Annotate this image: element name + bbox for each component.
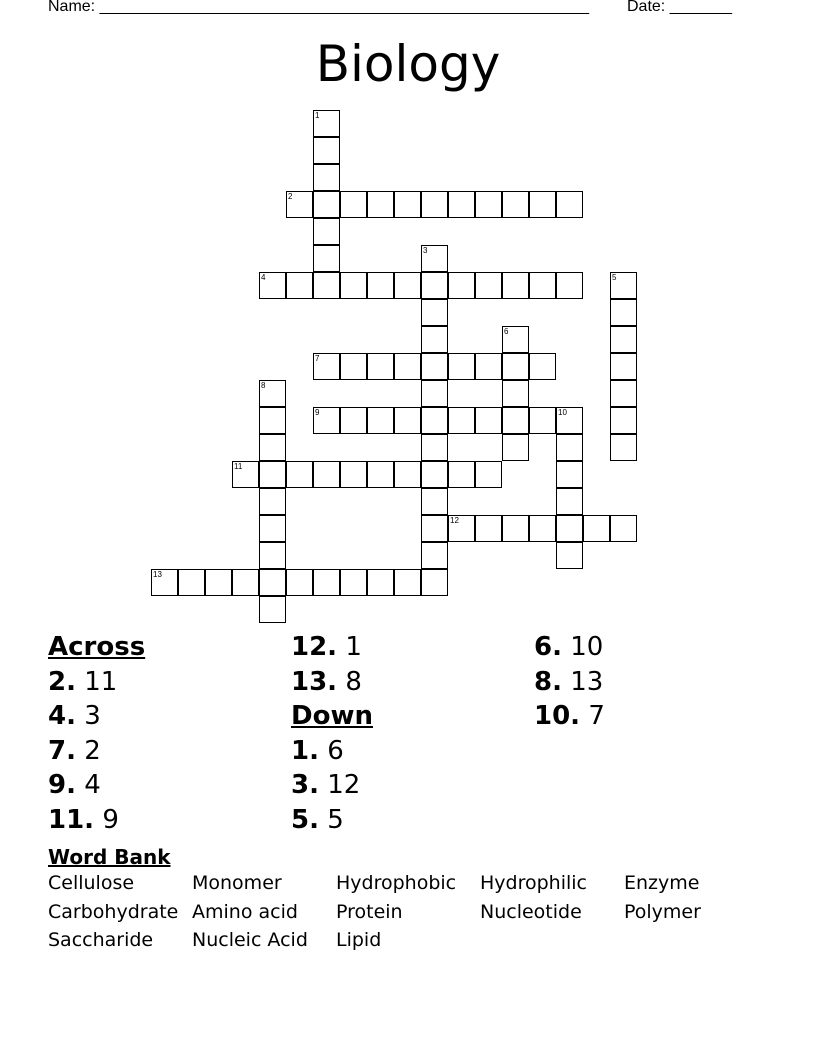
grid-cell[interactable] xyxy=(313,245,340,272)
grid-cell[interactable] xyxy=(529,191,556,218)
grid-cell[interactable] xyxy=(448,407,475,434)
grid-cell[interactable] xyxy=(232,461,259,488)
clue-item xyxy=(48,768,288,803)
grid-cell[interactable] xyxy=(286,272,313,299)
clue-item xyxy=(291,665,531,700)
clue-text: 13 xyxy=(561,666,604,697)
grid-cell[interactable] xyxy=(340,353,367,380)
grid-cell[interactable] xyxy=(448,353,475,380)
clue-item xyxy=(534,665,774,700)
clue-text: 10 xyxy=(561,632,604,662)
grid-cell[interactable] xyxy=(475,191,502,218)
grid-cell[interactable] xyxy=(475,515,502,542)
cell-number: 7 xyxy=(315,354,320,363)
clue-number: 1. xyxy=(291,735,319,766)
grid-cell[interactable] xyxy=(421,407,448,434)
clue-text: 5 xyxy=(318,804,344,835)
grid-cell[interactable] xyxy=(421,191,448,218)
grid-cell[interactable] xyxy=(313,110,340,137)
grid-cell[interactable] xyxy=(610,299,637,326)
clue-text: 2 xyxy=(75,735,101,766)
grid-cell[interactable] xyxy=(232,569,259,596)
grid-cell[interactable] xyxy=(259,461,286,488)
cell-number: 6 xyxy=(504,327,509,336)
grid-cell[interactable] xyxy=(502,191,529,218)
grid-cell[interactable] xyxy=(367,272,394,299)
clue-text: 8 xyxy=(337,666,362,697)
grid-cell[interactable] xyxy=(313,218,340,245)
word-bank-item: Amino acid xyxy=(192,900,298,923)
grid-cell[interactable] xyxy=(340,407,367,434)
grid-cell[interactable] xyxy=(313,164,340,191)
grid-cell[interactable] xyxy=(259,380,286,407)
grid-cell[interactable] xyxy=(556,542,583,569)
grid-cell[interactable] xyxy=(421,245,448,272)
word-bank-item: Polymer xyxy=(624,900,701,923)
grid-cell[interactable] xyxy=(259,569,286,596)
clue-number: 13. xyxy=(291,666,338,697)
word-bank-item: Saccharide xyxy=(48,929,154,951)
grid-cell[interactable] xyxy=(610,407,637,434)
grid-cell[interactable] xyxy=(259,434,286,461)
grid-cell[interactable] xyxy=(367,353,394,380)
cell-number: 9 xyxy=(315,408,320,417)
clue-item xyxy=(48,665,288,700)
grid-cell[interactable] xyxy=(610,272,637,299)
grid-cell[interactable] xyxy=(394,272,421,299)
grid-cell[interactable] xyxy=(205,569,232,596)
grid-cell[interactable] xyxy=(502,434,529,461)
cell-number: 2 xyxy=(288,192,293,201)
clue-item xyxy=(291,803,531,838)
cell-number: 12 xyxy=(450,516,459,525)
clue-column-1 xyxy=(48,630,288,837)
grid-cell[interactable] xyxy=(610,515,637,542)
grid-cell[interactable] xyxy=(556,488,583,515)
clue-number: 6. xyxy=(534,632,562,662)
grid-cell[interactable] xyxy=(475,272,502,299)
word-bank-title: Word Bank xyxy=(48,845,171,869)
cell-number: 8 xyxy=(261,381,266,390)
grid-cell[interactable] xyxy=(556,461,583,488)
grid-cell[interactable] xyxy=(475,407,502,434)
word-bank-item: Nucleotide xyxy=(480,900,582,923)
grid-cell[interactable] xyxy=(313,407,340,434)
grid-cell[interactable] xyxy=(421,272,448,299)
word-bank-item: Hydrophilic xyxy=(480,872,587,894)
grid-cell[interactable] xyxy=(421,488,448,515)
grid-cell[interactable] xyxy=(502,272,529,299)
grid-cell[interactable] xyxy=(421,461,448,488)
grid-cell[interactable] xyxy=(394,407,421,434)
grid-cell[interactable] xyxy=(448,461,475,488)
grid-cell[interactable] xyxy=(340,569,367,596)
clue-text: 7 xyxy=(580,701,605,731)
clue-item xyxy=(291,630,531,665)
clue-number: 7. xyxy=(48,735,76,766)
grid-cell[interactable] xyxy=(367,407,394,434)
grid-cell[interactable] xyxy=(556,191,583,218)
grid-cell[interactable] xyxy=(421,515,448,542)
clue-number: 9. xyxy=(48,770,76,800)
word-bank-item: Enzyme xyxy=(624,872,700,894)
grid-cell[interactable] xyxy=(421,353,448,380)
clue-section-heading: Down xyxy=(291,701,373,731)
grid-cell[interactable] xyxy=(529,272,556,299)
grid-cell[interactable] xyxy=(394,191,421,218)
grid-cell[interactable] xyxy=(475,353,502,380)
word-bank xyxy=(48,872,768,958)
clue-text: 9 xyxy=(94,804,119,835)
clue-number: 12. xyxy=(291,632,338,662)
grid-cell[interactable] xyxy=(421,380,448,407)
grid-cell[interactable] xyxy=(151,569,178,596)
grid-cell[interactable] xyxy=(556,272,583,299)
puzzle-title: Biology xyxy=(315,35,501,93)
grid-cell[interactable] xyxy=(259,488,286,515)
name-field-line: Name: _______________________________________________________ xyxy=(48,0,589,15)
grid-cell[interactable] xyxy=(610,380,637,407)
clue-item xyxy=(48,699,288,734)
grid-cell[interactable] xyxy=(313,569,340,596)
grid-cell[interactable] xyxy=(286,191,313,218)
grid-cell[interactable] xyxy=(421,542,448,569)
clue-number: 11. xyxy=(48,804,95,835)
clue-number: 2. xyxy=(48,666,76,697)
clue-item xyxy=(534,699,774,734)
grid-cell[interactable] xyxy=(502,515,529,542)
grid-cell[interactable] xyxy=(313,272,340,299)
clue-column-3 xyxy=(534,630,774,734)
grid-cell[interactable] xyxy=(529,353,556,380)
grid-cell[interactable] xyxy=(340,191,367,218)
clue-column-2 xyxy=(291,630,531,837)
grid-cell[interactable] xyxy=(340,461,367,488)
clue-text: 4 xyxy=(75,770,101,800)
grid-cell[interactable] xyxy=(394,461,421,488)
grid-cell[interactable] xyxy=(556,434,583,461)
word-bank-item: Carbohydrate xyxy=(48,900,179,923)
grid-cell[interactable] xyxy=(448,272,475,299)
grid-cell[interactable] xyxy=(259,542,286,569)
grid-cell[interactable] xyxy=(556,515,583,542)
clue-text: 1 xyxy=(337,632,362,662)
grid-cell[interactable] xyxy=(313,353,340,380)
grid-cell[interactable] xyxy=(421,326,448,353)
grid-cell[interactable] xyxy=(259,407,286,434)
cell-number: 5 xyxy=(612,273,617,282)
grid-cell[interactable] xyxy=(313,137,340,164)
grid-cell[interactable] xyxy=(610,434,637,461)
grid-cell[interactable] xyxy=(259,272,286,299)
grid-cell[interactable] xyxy=(394,353,421,380)
cell-number: 13 xyxy=(153,570,162,579)
cell-number: 4 xyxy=(261,273,266,282)
grid-cell[interactable] xyxy=(259,596,286,623)
grid-cell[interactable] xyxy=(529,407,556,434)
grid-cell[interactable] xyxy=(340,272,367,299)
clue-item xyxy=(534,630,774,665)
grid-cell[interactable] xyxy=(259,515,286,542)
clue-number: 4. xyxy=(48,701,76,731)
word-bank-item: Hydrophobic xyxy=(336,872,457,894)
cell-number: 10 xyxy=(558,408,567,417)
clue-item xyxy=(291,768,531,803)
grid-cell[interactable] xyxy=(367,569,394,596)
clue-item xyxy=(291,734,531,769)
grid-cell[interactable] xyxy=(502,326,529,353)
grid-cell[interactable] xyxy=(421,299,448,326)
clue-section-heading: Across xyxy=(48,632,146,662)
word-bank-item: Nucleic Acid xyxy=(192,929,308,951)
clue-item xyxy=(48,734,288,769)
grid-cell[interactable] xyxy=(583,515,610,542)
grid-cell[interactable] xyxy=(448,515,475,542)
clue-text: 3 xyxy=(75,701,101,731)
word-bank-item: Lipid xyxy=(336,929,382,951)
grid-cell[interactable] xyxy=(286,461,313,488)
grid-cell[interactable] xyxy=(610,353,637,380)
word-bank-item: Protein xyxy=(336,900,403,923)
cell-number: 3 xyxy=(423,246,428,255)
grid-cell[interactable] xyxy=(421,434,448,461)
word-bank-item: Monomer xyxy=(192,872,282,894)
clue-text: 6 xyxy=(318,735,344,766)
clue-number: 3. xyxy=(291,770,319,800)
grid-cell[interactable] xyxy=(394,569,421,596)
clue-number: 10. xyxy=(534,701,581,731)
grid-cell[interactable] xyxy=(367,191,394,218)
grid-cell[interactable] xyxy=(367,461,394,488)
word-bank-item: Cellulose xyxy=(48,872,135,894)
grid-cell[interactable] xyxy=(556,407,583,434)
grid-cell[interactable] xyxy=(475,461,502,488)
clue-item xyxy=(48,803,288,838)
clue-number: 5. xyxy=(291,804,319,835)
grid-cell[interactable] xyxy=(448,191,475,218)
grid-cell[interactable] xyxy=(502,353,529,380)
grid-cell[interactable] xyxy=(286,569,313,596)
grid-cell[interactable] xyxy=(502,380,529,407)
grid-cell[interactable] xyxy=(421,569,448,596)
grid-cell[interactable] xyxy=(313,191,340,218)
clue-text: 12 xyxy=(318,770,361,800)
grid-cell[interactable] xyxy=(502,407,529,434)
clue-text: 11 xyxy=(75,666,118,697)
clue-number: 8. xyxy=(534,666,562,697)
grid-cell[interactable] xyxy=(610,326,637,353)
grid-cell[interactable] xyxy=(178,569,205,596)
cell-number: 11 xyxy=(234,462,243,471)
grid-cell[interactable] xyxy=(313,461,340,488)
date-field-line: Date: _______ xyxy=(627,0,732,15)
grid-cell[interactable] xyxy=(529,515,556,542)
cell-number: 1 xyxy=(315,111,320,120)
